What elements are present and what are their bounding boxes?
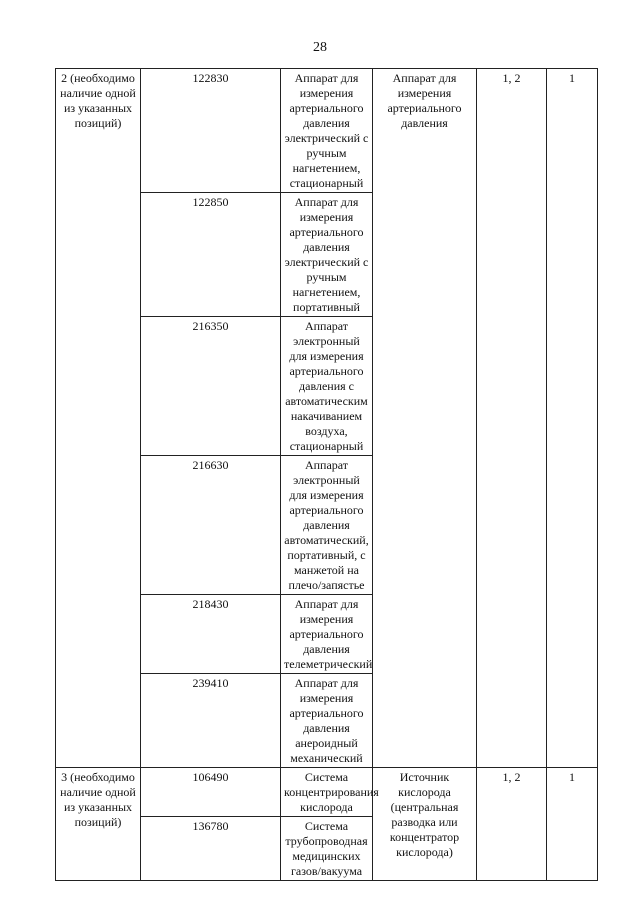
- name-cell: Аппарат для измерения артериального давления телеметрический: [281, 595, 373, 674]
- name-cell: Система концентрирования кислорода: [281, 768, 373, 817]
- requirement-cell: Источник кислорода (центральная разводка или концентратор кислорода): [373, 768, 477, 881]
- name-cell: Аппарат для измерения артериального давления анероидный механический: [281, 674, 373, 768]
- code-cell: 136780: [141, 817, 281, 881]
- name-cell: Аппарат электронный для измерения артериального давления автоматический, портативный, с манжетой на плечо/запястье: [281, 456, 373, 595]
- position-cell: 3 (необходимо наличие одной из указанных позиций): [56, 768, 141, 881]
- name-cell: Аппарат электронный для измерения артериального давления с автоматическим накачиванием воздуха, стационарный: [281, 317, 373, 456]
- usage-cell: 1, 2: [477, 69, 547, 768]
- code-cell: 216350: [141, 317, 281, 456]
- equipment-table: [55, 68, 598, 881]
- page-number: 28: [313, 40, 327, 55]
- position-cell: 2 (необходимо наличие одной из указанных позиций): [56, 69, 141, 768]
- name-cell: Аппарат для измерения артериального давления электрический с ручным нагнетением, стационарный: [281, 69, 373, 193]
- quantity-cell: 1: [547, 768, 598, 881]
- table-row: [56, 768, 598, 817]
- usage-cell: 1, 2: [477, 768, 547, 881]
- code-cell: 122830: [141, 69, 281, 193]
- requirement-cell: Аппарат для измерения артериального давления: [373, 69, 477, 768]
- code-cell: 216630: [141, 456, 281, 595]
- quantity-cell: 1: [547, 69, 598, 768]
- code-cell: 106490: [141, 768, 281, 817]
- name-cell: Аппарат для измерения артериального давления электрический с ручным нагнетением, портативный: [281, 193, 373, 317]
- code-cell: 122850: [141, 193, 281, 317]
- table-row: [56, 69, 598, 193]
- code-cell: 218430: [141, 595, 281, 674]
- code-cell: 239410: [141, 674, 281, 768]
- name-cell: Система трубопроводная медицинских газов/вакуума: [281, 817, 373, 881]
